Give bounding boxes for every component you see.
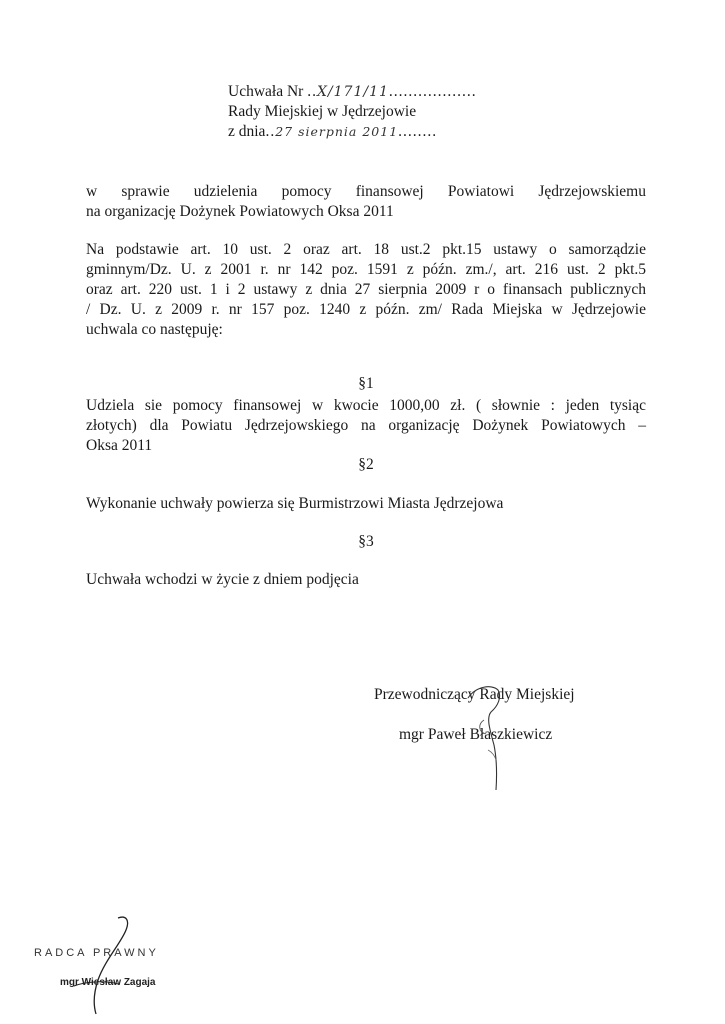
- section-1-line-2: złotych) dla Powiatu Jędrzejowskiego na organizację Dożynek Powiatowych –: [86, 417, 646, 434]
- basis-line-1: Na podstawie art. 10 ust. 2 oraz art. 18 ust.2 pkt.15 ustawy o samorządzie: [86, 241, 646, 258]
- stamp-line-1: RADCA PRAWNY: [34, 947, 159, 959]
- dotted-fill: ........: [398, 123, 438, 140]
- chairman-name: mgr Paweł Błaszkiewicz: [399, 726, 553, 743]
- section-2-line-1: Wykonanie uchwały powierza się Burmistrzowi Miasta Jędrzejowa: [86, 495, 504, 512]
- basis-line-4: / Dz. U. z 2009 r. nr 157 poz. 1240 z późn. zm/ Rada Miejska w Jędrzejowie: [86, 301, 646, 318]
- subject-line-2: na organizację Dożynek Powiatowych Oksa 2011: [86, 203, 394, 220]
- chairman-title: Przewodniczący Rady Miejskiej: [374, 686, 575, 703]
- council-name: Rady Miejskiej w Jędrzejowie: [228, 103, 417, 120]
- resolution-prefix: Uchwała Nr: [228, 83, 304, 100]
- date-prefix: z dnia: [228, 123, 266, 140]
- section-2-mark: §2: [358, 456, 374, 473]
- dotted-fill: ..................: [388, 83, 477, 100]
- section-1-line-1: Udziela sie pomocy finansowej w kwocie 1000,00 zł. ( słownie : jeden tysiąc: [86, 397, 646, 414]
- resolution-number-handwritten: X/171/11: [316, 84, 389, 100]
- basis-line-2: gminnym/Dz. U. z 2001 r. nr 142 poz. 1591 z późn. zm./, art. 216 ust. 2 pkt.5: [86, 261, 646, 278]
- dotted-fill: ..: [265, 123, 276, 140]
- subject-line-1: w sprawie udzielenia pomocy finansowej Powiatowi Jędrzejowskiemu: [86, 183, 646, 200]
- basis-line-3: oraz art. 220 ust. 1 i 2 ustawy z dnia 27 sierpnia 2009 r o finansach publicznych: [86, 281, 646, 298]
- section-1-mark: §1: [358, 375, 374, 392]
- stamp-line-2: mgr Wiesław Zagaja: [60, 977, 156, 988]
- section-3-line-1: Uchwała wchodzi w życie z dniem podjęcia: [86, 571, 359, 588]
- date-handwritten: 27 sierpnia 2011: [275, 124, 399, 139]
- basis-line-5: uchwala co następuję:: [86, 321, 223, 338]
- section-1-line-3: Oksa 2011: [86, 437, 153, 454]
- dotted-fill: ..: [307, 83, 317, 100]
- section-3-mark: §3: [358, 533, 374, 550]
